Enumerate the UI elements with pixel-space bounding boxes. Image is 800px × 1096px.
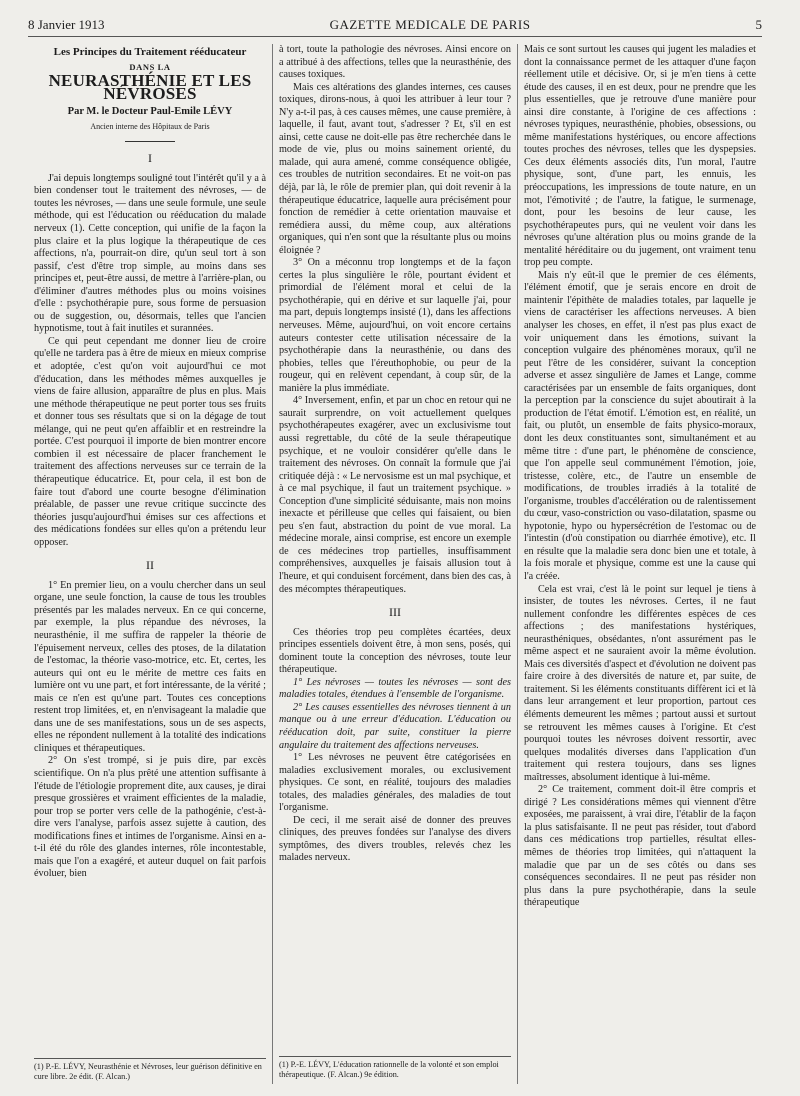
paragraph: 1° Les névroses ne peuvent être catégorisées en maladies exclusivement morales, ou exclusivement physiques. Ce sont, en réalité, toujours des maladies totales, des maladies générales, des maladies de tout l'organisme. xyxy=(279,752,511,814)
footnote-text: (1) P.-E. LÉVY, L'éducation rationnelle de la volonté et son emploi thérapeutique. (F. Alcan.) 9e édition. xyxy=(279,1060,499,1079)
paragraph: Mais n'y eût-il que le premier de ces éléments, l'élément émotif, que je serais encore en droit de maintenir l'épithète de maladies totales, par laquelle je viens de caractériser les affections nerveuses. A bien analyser les choses, en effet, il n'est pas plus exact de voir uniquement dans les émotions, suivant la conception vulgaire des phénomènes moraux, qu'il ne peut l'être de les considérer, suivant la conception adverse et assez singulière de James et Lange, comme caractérisées par un ensemble de faits organiques, dont la perception par la conscience du sujet aboutirait à la production de l'état émotif. L'émotion est, en réalité, un fait, ou plutôt, un ensemble de faits physico-moraux, dont les deux constituantes sont, simultanément et au même titre : d'une part, le phénomène de conscience, que l'on appelle seul communément l'émotion, joie, tristesse, colère, etc., de l'autre un ensemble de modifications, de troubles irradiés à la totalité de l'organisme, troubles d'accélération ou de ralentissement du cœur, vaso-constriction ou vaso-dilatation, spasme ou hypotonie, hypo ou hypersécrétion de l'estomac ou de l'intestin (d'où constipation ou diarrhée émotive), etc. Il en résulte que la maladie sera donc bien une et totale, à la fois morale et physique, comme est une la cause qui l'a créée. xyxy=(524,269,756,582)
paragraph: Mais ce sont surtout les causes qui jugent les maladies et dont la connaissance permet de les attaquer d'une façon réellement utile et décisive. Or, si je m'en tiens à cette étude des causes, il en est deux, pour ne prendre que les plus essentielles, que je retrouve d'une manière pour ainsi dire constante, à l'origine de ces affections : névroses typiques, neurasthénie, phobies, obsessions, ou même manifestations hystériques, ou encore affections toutes proches des névroses, telles que les dyspepsies. Ces deux éléments associés dits, l'un moral, l'autre physique, sont, d'une part, les ennuis, les préoccupations, les impressions de toute nature, en un mot, l'émotivité ; de l'autre, la fatigue, le surmenage, dont, pour les besoins de leur cause, les psychothérapeutes purs, qui ne veulent voir dans les névroses qu'une altération plus ou moins grande de la mentalité héréditaire ou du jugement, ont vraiment tenu trop peu compte. xyxy=(524,44,756,269)
principle-1: 1° Les névroses — toutes les névroses — sont des maladies totales, étendues à l'ensemble de l'organisme. xyxy=(279,676,511,701)
footnote xyxy=(279,1056,511,1080)
article-supra-title: Les Principes du Traitement rééducateur xyxy=(53,46,247,58)
article-author: Par M. le Docteur Paul-Emile LÉVY xyxy=(67,106,233,118)
article-dans: DANS LA xyxy=(129,61,171,72)
paragraph: à tort, toute la pathologie des névroses. Ainsi encore on a attribué à des affections, telles que la neurasthénie, des causes toxiques. xyxy=(279,44,511,81)
paragraph: J'ai depuis longtemps souligné tout l'intérêt qu'il y a à bien condenser tout le traitement des névroses, — de toutes les névroses, — dans une seule formule, une seule méthode, qui est l'éducation ou rééducation du malade nerveux (1). Cette conception, qui unifie de la façon la plus claire et la plus logique la thérapeutique de ces affections, n'a, pourrait-on dire, qu'un seul tort à son passif, c'est d'être trop simple, au moins dans ses principes et, peut-être aussi, de mettre à l'arrière-plan, ou d'éliminer d'autres méthodes plus ou moins voisines d'elle : psychothérapie pure, sous forme de persuasion ou de suggestion, ou, désormais, telles que l'ancien hypnotisme, tout à fait inutiles et surannées. xyxy=(34,172,266,335)
article-heading xyxy=(34,46,266,142)
column-3 xyxy=(517,44,762,1084)
author-affiliation: Ancien interne des Hôpitaux de Paris xyxy=(90,121,210,131)
text-columns xyxy=(28,44,762,1084)
paragraph: De ceci, il me serait aisé de donner des preuves cliniques, des preuves fondées sur l'analyse des divers symptômes, des divers troubles, relevés chez les malades nerveux. xyxy=(279,814,511,864)
page-number: 5 xyxy=(755,17,762,32)
column-2 xyxy=(272,44,517,1084)
heading-rule xyxy=(125,141,175,142)
paragraph: 3° On a méconnu trop longtemps et de la façon certes la plus singulière le rôle, pourtant évident et primordial de l'élément moral et celui de la psychothérapie, qui en dérive et sur laquelle j'ai, pour ma part, depuis longtemps insisté (1), dans les affections nerveuses. Même, aujourd'hui, on voit encore certains auteurs contester cette utilisation nécessaire de la psychothérapie dans la neurasthénie, ou dans des phobies, telles que l'éreuthophobie, ou peur de la rougeur, qui en relèvent cependant, à coup sûr, de la manière la plus immédiate. xyxy=(279,257,511,394)
paragraph: 1° En premier lieu, on a voulu chercher dans un seul organe, une seule fonction, la cause de tous les troubles présentés par les malades nerveux. En ce qui concerne, par exemple, la plus répandue des névroses, la neurasthénie, il me suffira de rappeler la théorie de l'épuisement nerveux, celles des ptoses, de la dilatation de l'estomac, la théorie vaso-motrice, etc. Et, certes, les auteurs qui ont eu le mérite de mettre ces faits en lumière ont vu une part, et fort intéressante, de la vérité ; mais ce n'en est qu'une part. Toutes ces conceptions restent trop limitées, et, en n'envisageant la maladie que dans une de ses manifestations, sous un de ses aspects, elles ne répondent nullement à la totalité des indications cliniques et thérapeutiques. xyxy=(34,579,266,754)
section-number-1: I xyxy=(148,151,152,166)
footnote xyxy=(34,1058,266,1082)
footnote-text: (1) P.-E. LÉVY, Neurasthénie et Névroses, leur guérison définitive en cure libre. 2e édit. (F. Alcan.) xyxy=(34,1062,262,1081)
section-number-3: III xyxy=(389,605,401,620)
paragraph: Mais ces altérations des glandes internes, ces causes toxiques, dirons-nous, à quoi les attribuer à leur tour ? N'y a-t-il pas, à ces causes mêmes, une cause première, à laquelle, il faut, avant tout, s'adresser ? Et, s'il en est ainsi, cette cause ne doit-elle pas être recherchée dans le mode de vie, plus ou moins sainement orienté, du malade, qui aura amené, comme conséquence obligée, ces troubles de nutrition secondaires. Et ne voit-on pas déjà, par là, le rôle de premier plan, qui doit revenir à la thérapeutique éducatrice, laquelle aura précisément pour fonction de remédier à cette orientation mauvaise et remédiera aussi, du même coup, aux altérations organiques, qui n'en sont que la résultante plus ou moins éloignée ? xyxy=(279,81,511,256)
paragraph: Ces théories trop peu complètes écartées, deux principes essentiels doivent être, à mon sens, posés, qui dominent toute la conception des névroses, toute leur thérapeutique. xyxy=(279,626,511,676)
paragraph: Cela est vrai, c'est là le point sur lequel je tiens à insister, de toutes les névroses. Certes, il ne faut nullement confondre les différentes espèces de ces affections ; des manifestations hystériques, neurasthéniques, obsédantes, n'ont assurément pas le même aspect et ne sauraient avoir la même évolution. Mais ces diversités d'aspect et d'évolution ne doivent pas faire croire à des diversités de nature et, par suite, de traitement. Si les éléments constituants diffèrent ici et là dans leur arrangement et leur proportion, partout ces éléments demeurent les mêmes ; partout aussi et surtout se retrouvent les mêmes causes à l'origine. Et c'est pourquoi toutes les névroses doivent ressortir, avec quelques modalités diverses dans l'application d'un traitement qui restera toujours, dans ses lignes maîtresses, absolument identique à lui-même. xyxy=(524,583,756,783)
article-main-title: NEURASTHÉNIE ET LES NÉVROSES xyxy=(48,71,252,103)
paragraph: Ce qui peut cependant me donner lieu de croire qu'elle ne tardera pas à être de mieux en mieux comprise et adoptée, c'est qu'on voit aujourd'hui ce mot d'éducation, dans les méthodes mêmes auxquelles je viens de faire allusion, apparaître de plus en plus. Mais une méthode thérapeutique ne peut porter tous ses fruits et donner tous ses résultats que si on la dégage de tout mélange, qui ne peut qu'en affaiblir et en restreindre la portée. C'est pourquoi il importe de bien montrer encore combien il est nécessaire de placer franchement le traitement des affections nerveuses sur ce terrain de la thérapeutique éducatrice. Et, pour cela, il est bon de faire tout d'abord une courte besogne d'élimination préalable, de passer une revue critique succincte des théories jusqu'aujourd'hui émises sur ces affections et des médications fondées sur elles qu'on a prétendu leur opposer. xyxy=(34,335,266,548)
paragraph: 2° On s'est trompé, si je puis dire, par excès scientifique. On n'a plus prêté une attention suffisante à l'étude de l'étiologie proprement dite, aux causes, je dirai presque grossières et vraiment efficientes de la maladie, pour trop se porter vers celle de la pathogénie, c'est-à-dire vers l'analyse, parfois assez sujette à caution, des modifications fines et intimes de l'organisme. Ainsi en a-t-il été du rôle des glandes internes, rôle incontestable, mais que l'on a exagéré, et auteur duquel on fait parfois évoluer, bien xyxy=(34,755,266,880)
journal-title: GAZETTE MEDICALE DE PARIS xyxy=(329,17,531,32)
issue-date: 8 Janvier 1913 xyxy=(28,17,105,32)
paragraph: 4° Inversement, enfin, et par un choc en retour qui ne saurait surprendre, on voit actuellement quelques psychothérapeutes exagérer, avec un exclusivisme tout aussi regrettable, du côté de la seule thérapeutique psychique, et ne vouloir considérer qu'elle dans le traitement des névroses. On connaît la formule que j'ai critiquée déjà : « Le nervosisme est un mal psychique, et à ce mal psychique, il faut un traitement psychique. » Conception d'une simplicité séduisante, mais non moins inexacte et périlleuse que celles qui faisaient, ou bien peu s'en faut, abstraction du point de vue moral. La médecine morale, ainsi comprise, est encore un exemple de ces médecines trop partielles, insuffisamment compréhensives, auxquelles je faisais allusion tout à l'heure, et qui conduisent forcément, dans bien des cas, à des mécomptes thérapeutiques. xyxy=(279,395,511,595)
principle-2: 2° Les causes essentielles des névroses tiennent à un manque ou à une erreur d'éducation. L'éducation ou rééducation doit, par suite, constituer la pierre angulaire du traitement des affections nerveuses. xyxy=(279,701,511,751)
paragraph: 2° Ce traitement, comment doit-il être compris et dirigé ? Les considérations mêmes qui viennent d'être exposées, me paraissent, à vrai dire, l'établir de la façon la plus satisfaisante. Il ne peut pas résider, tout d'abord dans ces médications trop partielles, résultat elles-mêmes de théories trop limitées, qui n'attaquent la maladie que par un de ses côtés ou dans ses conséquences secondaires. Il ne peut pas résider non plus dans la pure psychothérapie, dans la seule thérapeutique xyxy=(524,784,756,909)
running-head xyxy=(28,14,762,37)
section-number-2: II xyxy=(146,558,154,573)
column-1 xyxy=(28,44,272,1084)
